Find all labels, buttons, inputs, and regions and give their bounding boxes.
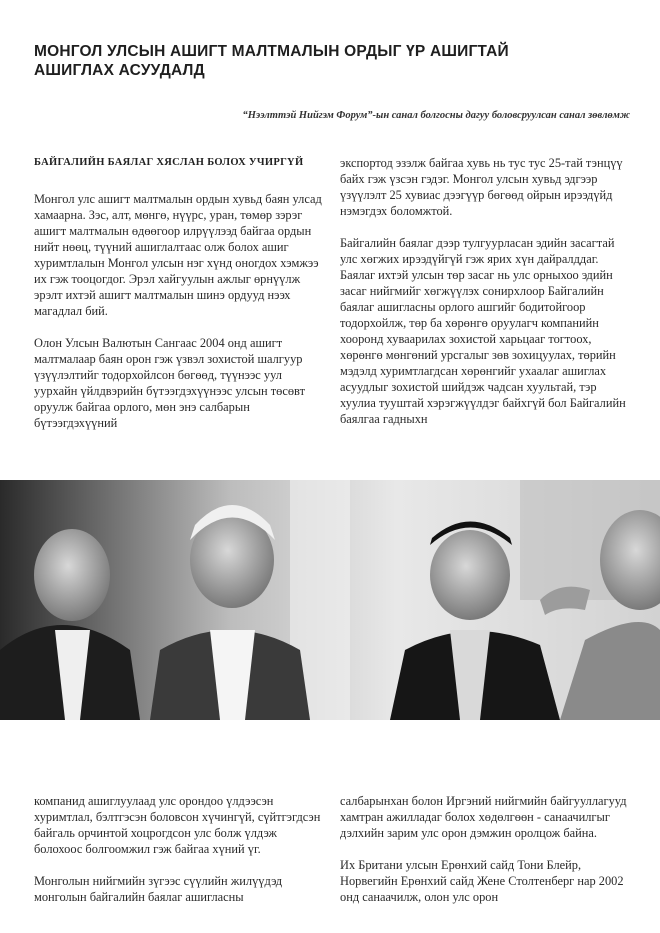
column-top-left [34, 155, 322, 447]
article-subtitle: “Нээлттэй Нийгэм Форум”-ын санал болгосны дагуу боловсруулсан санал зөвлөмж [242, 110, 630, 121]
paragraph: Олон Улсын Валютын Сангаас 2004 онд ашигт малтмалаар баян орон гэж үзвэл зохистой шалгуур үзүүлэлтийг тодорхойлсон бөгөөд, түүнээс уул уурхайн үйлдвэрийн бүтээгдэхүүнээс улсын төсөвт оруулж байгаа орлого, мөн энэ салбарын бүтээгдэхүүний [34, 336, 306, 430]
section-heading: БАЙГАЛИЙН БАЯЛАГ ХЯСЛАН БОЛОХ УЧИРГҮЙ [34, 157, 304, 168]
column-bottom-left [34, 793, 322, 921]
title-line-1: МОНГОЛ УЛСЫН АШИГТ МАЛТМАЛЫН ОРДЫГ ҮР АШИГТАЙ [34, 43, 509, 60]
paragraph: Монгол улс ашигт малтмалын ордын хувьд баян улсад хамаарна. Зэс, алт, мөнгө, нүүрс, уран, төмөр зэрэг ашигт малтмалын өдөөгоор илрүүлээд байгаа ордын нийт нөөц, түүний ашиглалтаас олж болох ашиг хуримтлалын Монгол улсын нэг хүнд оногдох хэмжээ их гэж тооцогдог. Эрэл хайгуулын ажлыг өрнүүлж эрэлт ихтэй ашигт малтмалын шинэ ордууд нээх магадлал бий. [34, 192, 322, 318]
paragraph: Их Британи улсын Ерөнхий сайд Тони Блейр, Норвегийн Ерөнхий сайд Жене Столтенберг нар 2002 онд санаачилж, олон улс орон [340, 858, 624, 904]
paragraph: Монголын нийгмийн зүгээс сүүлийн жилүүдэд монголын байгалийн баялаг ашигласны [34, 874, 283, 904]
paragraph: салбарынхан болон Иргэний нийгмийн байгууллагууд хамтран ажилладаг болох хөдөлгөөн - санаачилгыг дэлхийн зарим улс орон дэмжин оролцож байна. [340, 794, 627, 840]
title-line-2: АШИГЛАХ АСУУДАЛД [34, 62, 205, 79]
column-bottom-right [340, 793, 628, 921]
group-photo [0, 480, 660, 720]
paragraph: экспортод эзэлж байгаа хувь нь тус тус 25-тай тэнцүү байх гэж үзсэн гэдэг. Монгол улсын хувьд эдгээр үзүүлэлт 25 хувиас дээгүүр бөгөөд ойрын ирээдүйд нэмэгдэх боломжтой. [340, 156, 623, 218]
article-title [34, 42, 594, 80]
paragraph: компанид ашиглуулаад улс орондоо үлдээсэн хуримтлал, бэлтгэсэн боловсон хүчингүй, сүйтгэгдсэн байгаль орчинтой хоцрогдсон улс болж үлдэж болохоос болгоомжил гэж байгаа хүний үг. [34, 794, 321, 856]
paragraph: Байгалийн баялаг дээр тулгуурласан эдийн засагтай улс хөгжих ирээдүйгүй гэж ярих хүн дайралддаг. Баялаг ихтэй улсын төр засаг нь улс орныхоо эдийн засаг нийгмийг хөгжүүлэх сонирхлоор Байгалийн баялаг ашигласны орлого ашгийг бодитойгоор тодорхойлж, төр ба хөрөнгө оруулагч компанийн хооронд хуваарилах зохистой харьцааг тогтоох, хөрөнгө мөнгөний урсгалыг зөв зохицуулах, төрийн мэдэлд хуримтлагдсан хөрөнгийг ухаалаг ашиглах асуудлыг зохистой шийдэж чадсан хуультай, тэр хуулиа тууштай хэрэгжүүлдэг байхгүй бол Байгалийн баялгаа гадныхн [340, 236, 626, 426]
column-top-right [340, 155, 628, 443]
